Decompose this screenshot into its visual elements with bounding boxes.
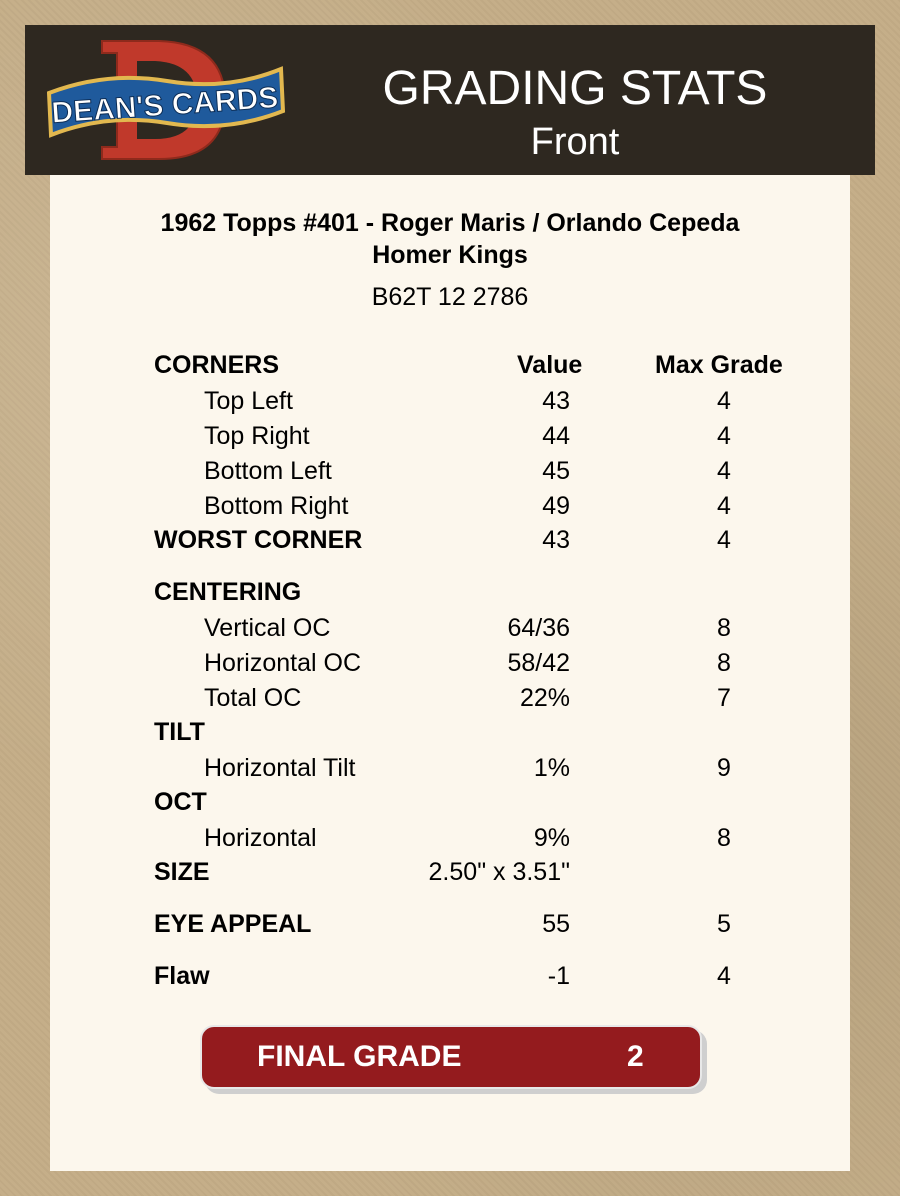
stat-row [50, 490, 850, 522]
centering-label: CENTERING [154, 578, 302, 606]
stat-value: 43 [542, 387, 570, 415]
stat-max-grade: 8 [717, 824, 731, 852]
stat-max-grade: 4 [717, 387, 731, 415]
stat-max-grade: 4 [717, 492, 731, 520]
stat-label: Total OC [204, 684, 302, 712]
value-column-header: Value [517, 351, 583, 379]
card-id: B62T 12 2786 [371, 283, 529, 311]
tilt-label: TILT [154, 718, 205, 746]
stat-row [50, 647, 850, 679]
stat-row [50, 420, 850, 452]
page-subtitle: Front [530, 121, 620, 163]
page-title: GRADING STATS [382, 62, 768, 115]
stat-row [50, 822, 850, 854]
final-grade-label: FINAL GRADE [257, 1040, 462, 1073]
stat-label: Top Right [204, 422, 310, 450]
stat-value: 1% [533, 754, 570, 782]
stat-max-grade: 4 [717, 422, 731, 450]
stat-max-grade: 4 [717, 457, 731, 485]
flaw-row [50, 960, 850, 992]
flaw-max-grade: 4 [717, 962, 731, 990]
oct-header-row [50, 786, 850, 818]
stat-max-grade: 7 [717, 684, 731, 712]
stat-label: Horizontal OC [204, 649, 361, 677]
eye-appeal-max-grade: 5 [717, 910, 731, 938]
card-title-line-2: Homer Kings [372, 241, 528, 269]
oct-label: OCT [154, 788, 207, 816]
deans-cards-logo [47, 35, 287, 165]
final-grade-value: 2 [627, 1040, 644, 1073]
stat-row [50, 682, 850, 714]
stats-panel [50, 175, 850, 1171]
tilt-header-row [50, 716, 850, 748]
worst-corner-row [50, 524, 850, 556]
max-grade-column-header: Max Grade [655, 351, 783, 379]
stat-value: 9% [533, 824, 570, 852]
logo-text: DEAN'S CARDS [50, 81, 280, 130]
centering-header-row [50, 576, 850, 608]
stat-row [50, 752, 850, 784]
stat-label: Top Left [204, 387, 293, 415]
header-bar [25, 25, 875, 175]
stat-value: 64/36 [507, 614, 570, 642]
stat-row [50, 612, 850, 644]
stat-max-grade: 9 [717, 754, 731, 782]
stat-max-grade: 8 [717, 649, 731, 677]
corners-label: CORNERS [154, 351, 280, 379]
stat-label: Bottom Left [204, 457, 332, 485]
stat-label: Horizontal [204, 824, 317, 852]
eye-appeal-label: EYE APPEAL [154, 910, 312, 938]
stat-label: Horizontal Tilt [204, 754, 356, 782]
stat-value: 58/42 [507, 649, 570, 677]
worst-corner-value: 43 [542, 526, 570, 554]
card-title-line-1: 1962 Topps #401 - Roger Maris / Orlando Cepeda [160, 209, 740, 237]
stat-max-grade: 8 [717, 614, 731, 642]
final-grade-banner [200, 1025, 702, 1089]
stat-label: Vertical OC [204, 614, 331, 642]
size-label: SIZE [154, 858, 210, 886]
flaw-value: -1 [547, 962, 570, 990]
eye-appeal-row [50, 908, 850, 940]
flaw-label: Flaw [154, 962, 210, 990]
stat-row [50, 455, 850, 487]
corners-header-row [50, 349, 850, 381]
eye-appeal-value: 55 [542, 910, 570, 938]
size-row [50, 856, 850, 888]
worst-corner-max-grade: 4 [717, 526, 731, 554]
stat-value: 44 [542, 422, 570, 450]
worst-corner-label: WORST CORNER [154, 526, 363, 554]
stat-row [50, 385, 850, 417]
stat-value: 49 [542, 492, 570, 520]
stat-label: Bottom Right [204, 492, 349, 520]
stat-value: 22% [519, 684, 570, 712]
size-value: 2.50" x 3.51" [428, 858, 570, 886]
stat-value: 45 [542, 457, 570, 485]
